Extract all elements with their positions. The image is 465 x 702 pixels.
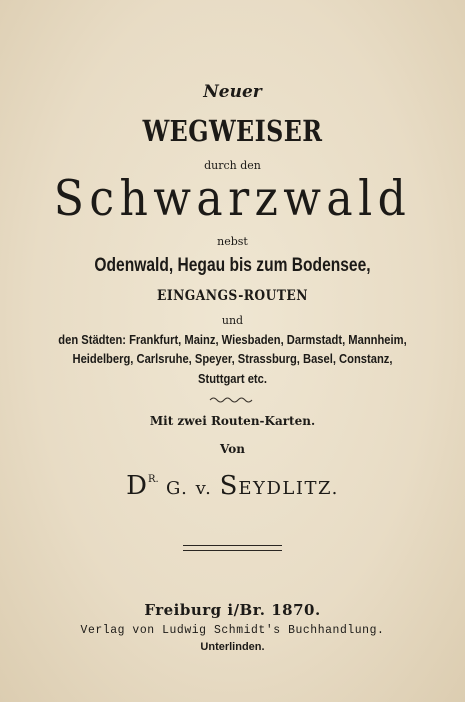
cities-line-3: Stuttgart etc. — [198, 371, 267, 386]
line-eingangs-routen: EINGANGS-ROUTEN — [157, 288, 308, 304]
line-durch-den: durch den — [204, 159, 261, 172]
line-routen-karten: Mit zwei Routen-Karten. — [149, 414, 316, 428]
line-odenwald: Odenwald, Hegau bis zum Bodensee, — [94, 255, 371, 276]
author-title-sup: R. — [148, 474, 159, 485]
line-und: und — [221, 314, 244, 327]
title-schwarzwald: Schwarzwald — [53, 170, 412, 227]
cities-line-2: Heidelberg, Carlsruhe, Speyer, Strassburg, Basel, Constanz, — [72, 351, 393, 366]
author-surname: EYDLITZ. — [238, 478, 339, 499]
cities-line-1: den Städten: Frankfurt, Mainz, Wiesbaden, Darmstadt, Mannheim, — [58, 332, 407, 347]
author-surname-initial: S — [219, 471, 239, 501]
title-wegweiser: WEGWEISER — [142, 114, 323, 148]
imprint-publisher: Verlag von Ludwig Schmidt's Buchhandlung. — [80, 623, 385, 637]
subtitle-neuer: Neuer — [203, 82, 262, 102]
wave-ornament-icon — [209, 396, 255, 404]
line-von: Von — [220, 442, 245, 456]
line-nebst: nebst — [217, 235, 248, 248]
author-initials: G. v. — [158, 478, 220, 499]
double-rule-divider — [183, 545, 282, 551]
author-name — [0, 473, 465, 499]
imprint-place-year: Freiburg i/Br. 1870. — [144, 601, 321, 619]
imprint-address: Unterlinden. — [200, 641, 265, 653]
author-title: D — [126, 471, 148, 501]
